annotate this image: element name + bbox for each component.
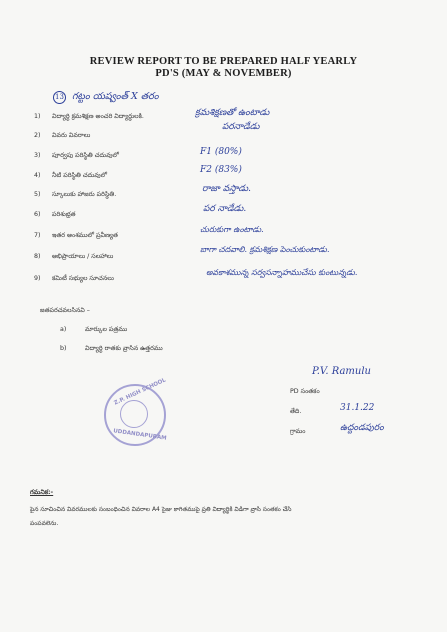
row-4-label [34,172,107,181]
row-1-number: 1) [34,113,41,120]
row-5-value: రాజా వస్తాడు. [202,184,252,194]
row-3-number: 3) [34,152,41,159]
pd-signature: P.V. Ramulu [312,366,371,377]
place-label: గ్రామం [290,428,306,435]
row-4-text: నీటి పరిస్థితి చదువులో [52,172,108,179]
row-9-label [34,275,114,284]
row-6-value: పర నాడేడు. [203,204,247,214]
student-name-class: గట్టం యష్వంత్ X తరం [72,91,159,102]
note-heading: గమనిక:- [30,489,54,496]
date-label: తేది. [290,408,302,415]
enclosure-a-marker: a) [60,326,67,333]
row-8-text: అభిప్రాయాలు / సలహాలు [52,253,114,260]
date-value: 31.1.22 [340,403,375,413]
row-4-number: 4) [34,172,41,179]
enclosure-b-marker: b) [60,345,67,352]
report-title-line1: REVIEW REPORT TO BE PREPARED HALF YEARLY [89,56,358,67]
row-4-value: F2 (83%) [200,165,242,175]
row-8-number: 8) [34,253,41,260]
row-3-label [34,152,119,161]
student-serial-number: 13 [53,91,66,104]
row-7-value: చురుకుగా ఉంటాడు. [200,225,264,234]
row-1-value-2: పరనాడేడు [222,122,260,132]
school-stamp [104,377,167,446]
note-text-line2: పంపవలెను. [30,520,59,527]
pd-signature-label: PD సంతకం [290,388,320,395]
row-1-value: క్రమశిక్షణతో ఉంటాడు [195,108,270,118]
note-text-line1: పైన సూచించిన వివరములకు సంబంధించిన వివరాల A4 సైజు కాగితముపై ప్రతి విద్యార్థికి విడిగా వ్రాసి సంతకం చేసి [30,506,292,513]
row-2-text: వివరు వివరాలు [52,132,91,139]
row-6-text: పరిశుభ్రత [52,211,76,218]
row-3-value: F1 (80%) [200,147,242,157]
row-6-number: 6) [34,211,41,218]
row-8-value: బాగా చదవాలి. క్రమశిక్షణ పెంచుకుంటాడు. [200,245,330,254]
row-7-label [34,232,118,241]
place-value: ఉద్దండపురం [340,423,384,433]
row-2-number: 2) [34,132,41,139]
row-1-text: విద్యార్థి క్రమశిక్షణ అంచరి విద్యార్థులకి. [52,113,144,120]
row-8-label [34,253,113,262]
stamp-top-text: Z.P. HIGH SCHOOL [113,377,167,407]
row-1-label [34,113,144,122]
enclosure-a-text: మార్కుల పత్రము [85,326,128,333]
row-5-number: 5) [34,191,41,198]
enclosures-heading: జతపరచవలసినవి – [40,307,90,314]
row-9-text: కమిటీ సభ్యుల సూచనలు [52,275,114,282]
row-2-label [34,132,90,141]
stamp-inner-ring [120,400,148,428]
row-7-number: 7) [34,232,41,239]
row-7-text: ఇతర అంశములో ప్రవీణ్యత [52,232,118,239]
row-3-text: పూర్వపు పరిస్థితి చదువులో [52,152,119,159]
report-title-line2: PD'S (MAY & NOVEMBER) [155,68,292,79]
stamp-bottom-text: UDDANDAPURAM [112,428,167,442]
row-5-label [34,191,116,200]
row-9-number: 9) [34,275,41,282]
enclosure-b-text: విద్యార్థి రాతకు వ్రాసిన ఉత్తరము [85,345,163,352]
row-5-text: స్కూలుకు హాజరు పరిస్థితి. [52,191,117,198]
row-9-value: అవకాశమున్న సర్వసన్నాహముచేసు కుంటున్నడు. [206,268,358,277]
row-6-label [34,211,75,220]
